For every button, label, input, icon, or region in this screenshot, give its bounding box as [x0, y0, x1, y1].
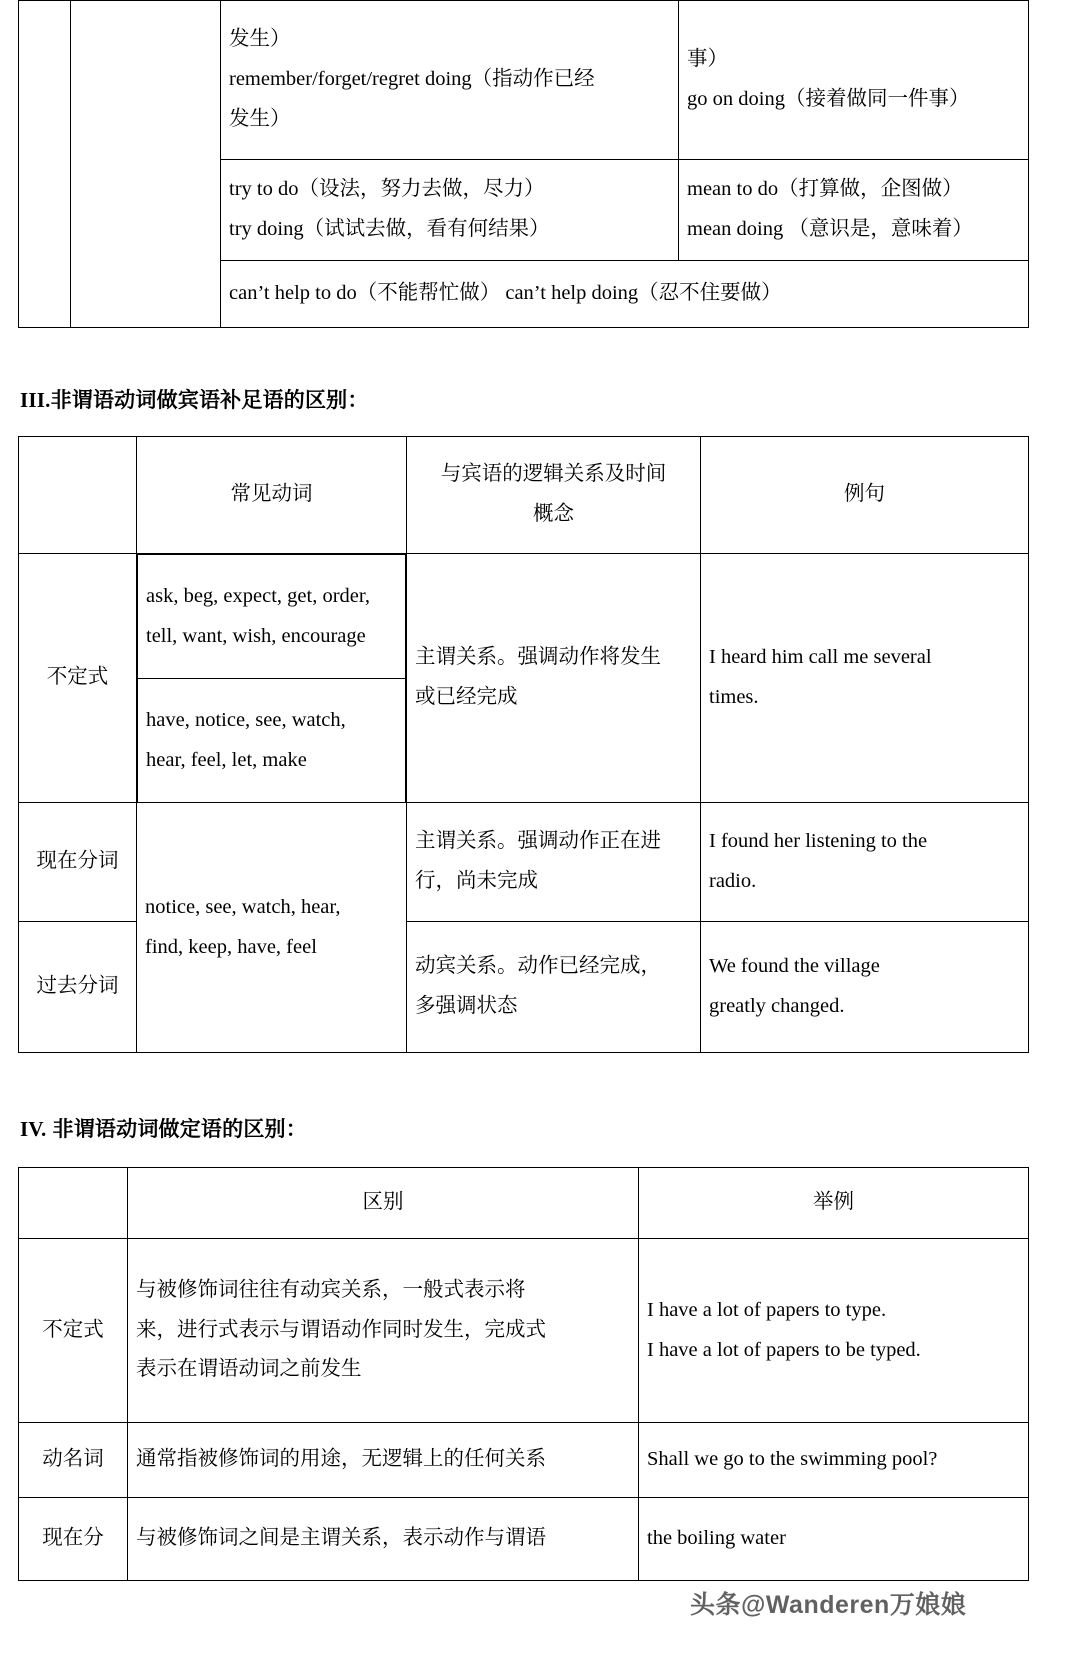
spacer — [0, 328, 1080, 384]
spacer — [0, 1143, 1080, 1167]
section-heading-iv — [20, 1113, 1080, 1143]
text-line: mean to do（打算做，企图做） — [687, 178, 963, 201]
cell-relation-present-participle — [407, 803, 701, 922]
text-line: 概念 — [533, 503, 574, 525]
verb-group-2 — [138, 679, 406, 803]
text-line: 与被修饰词往往有动宾关系，一般式表示将 — [136, 1278, 526, 1301]
text-line: 例句 — [844, 483, 885, 506]
text-line: have, notice, see, watch, — [146, 708, 346, 731]
cell-form-past-participle: 过去分词 — [19, 922, 137, 1053]
table-attributive — [18, 1167, 1029, 1581]
cell-relation-infinitive — [407, 554, 701, 803]
text-line: I heard him call me several — [709, 646, 932, 669]
text-line: radio. — [709, 870, 757, 892]
cell-example-present-participle — [701, 803, 1029, 922]
table-verbs-continued — [18, 0, 1029, 328]
text-line: I found her listening to the — [709, 830, 928, 853]
cell-cant-help: can’t help to do（不能帮忙做） can’t help doing（忍不住要做） — [221, 261, 1029, 328]
text-line: 来，进行式表示与谓语动作同时发生，完成式 — [136, 1318, 546, 1341]
header-cell-difference: 区别 — [128, 1168, 639, 1239]
text-line: 多强调状态 — [415, 995, 518, 1017]
text-line: try doing（试试去做，看有何结果） — [229, 218, 550, 240]
text-line: 动宾关系。动作已经完成， — [415, 955, 661, 978]
text-line: We found the village — [709, 955, 880, 978]
table-header-row — [19, 437, 1029, 554]
text-line: notice, see, watch, hear, — [145, 895, 341, 918]
cell-difference-present-participle: 与被修饰词之间是主谓关系，表示动作与谓语 — [128, 1498, 639, 1581]
cell-form-gerund: 动名词 — [19, 1423, 128, 1498]
header-cell-examples: 举例 — [639, 1168, 1029, 1239]
cell-try-to-do — [221, 160, 679, 261]
text-line: 主谓关系。强调动作将发生 — [415, 646, 661, 669]
spacer — [0, 414, 1080, 436]
text-line: 行，尚未完成 — [415, 870, 538, 892]
cell-example-gerund: Shall we go to the swimming pool? — [639, 1423, 1029, 1498]
text-line: try to do（设法，努力去做，尽力） — [229, 178, 545, 201]
table-row — [19, 1, 1029, 160]
text-line: I have a lot of papers to be typed. — [647, 1338, 921, 1361]
text-line: greatly changed. — [709, 995, 845, 1017]
text-line: 表示在谓语动词之前发生 — [136, 1358, 362, 1381]
text-line: times. — [709, 686, 759, 708]
cell-example-infinitive — [701, 554, 1029, 803]
header-cell-blank — [19, 437, 137, 554]
text-line: 发生） — [229, 107, 291, 130]
text-line: I have a lot of papers to type. — [647, 1298, 887, 1321]
cell-go-on-doing — [679, 1, 1029, 160]
section-numeral: III. — [20, 388, 51, 412]
text-line: 主谓关系。强调动作正在进 — [415, 830, 661, 853]
inner-verb-groups — [137, 554, 406, 802]
table-row — [19, 554, 1029, 803]
cell-difference-infinitive — [128, 1239, 639, 1423]
text-line: remember/forget/regret doing（指动作已经 — [229, 68, 595, 91]
text-line: tell, want, wish, encourage — [146, 624, 366, 647]
cell-example-infinitive — [639, 1239, 1029, 1423]
cell-form-infinitive: 不定式 — [19, 554, 137, 803]
cell-relation-past-participle — [407, 922, 701, 1053]
table-row — [19, 1239, 1029, 1423]
cell-example-past-participle — [701, 922, 1029, 1053]
spacer — [0, 1053, 1080, 1113]
text-line: 常见动词 — [230, 483, 313, 506]
section-numeral: IV. — [20, 1117, 47, 1141]
cell-verbs-infinitive — [137, 554, 407, 803]
cell-form-present-participle: 现在分 — [19, 1498, 128, 1581]
cell-spacer-col1 — [19, 1, 71, 328]
cell-form-present-participle: 现在分词 — [19, 803, 137, 922]
text-line: hear, feel, let, make — [146, 748, 307, 771]
table-object-complement — [18, 436, 1029, 1053]
text-line: go on doing（接着做同一件事） — [687, 88, 970, 110]
cell-example-present-participle: the boiling water — [639, 1498, 1029, 1581]
text-line: 或已经完成 — [415, 686, 518, 708]
verb-group-1 — [138, 555, 406, 679]
cell-remember-forget-regret — [221, 1, 679, 160]
text-line: ask, beg, expect, get, order, — [146, 584, 371, 607]
cell-spacer-col2 — [71, 1, 221, 328]
cell-form-infinitive: 不定式 — [19, 1239, 128, 1423]
text-line: mean doing （意识是，意味着） — [687, 218, 973, 240]
table-row — [19, 803, 1029, 922]
text-line: 发生） — [229, 28, 291, 51]
cell-difference-gerund: 通常指被修饰词的用途，无逻辑上的任何关系 — [128, 1423, 639, 1498]
watermark-text: 头条@Wanderen万娘娘 — [690, 1591, 967, 1619]
text-line: 事） — [687, 48, 728, 71]
section-heading-iii — [20, 384, 1080, 414]
section-title: 非谓语动词做宾语补足语的区别： — [50, 389, 369, 412]
cell-verbs-participles — [137, 803, 407, 1053]
text-line: find, keep, have, feel — [145, 935, 317, 958]
cell-mean-to-do — [679, 160, 1029, 261]
section-title: 非谓语动词做定语的区别： — [52, 1118, 307, 1141]
table-row — [19, 1423, 1029, 1498]
header-cell-relation — [407, 437, 701, 554]
inner-row — [138, 679, 406, 803]
table-row — [19, 1498, 1029, 1581]
header-cell-common-verbs — [137, 437, 407, 554]
header-cell-blank — [19, 1168, 128, 1239]
table-header-row — [19, 1168, 1029, 1239]
inner-row — [138, 555, 406, 679]
header-cell-example — [701, 437, 1029, 554]
text-line: 与宾语的逻辑关系及时间 — [440, 463, 667, 486]
